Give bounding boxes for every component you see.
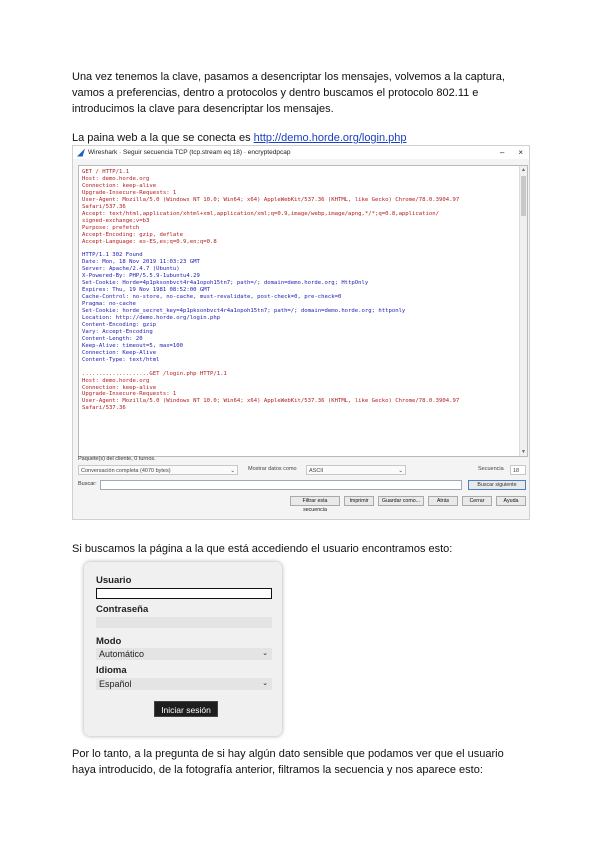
wireshark-follow-stream-window: [72, 145, 530, 520]
stream-line: Host: demo.horde.org: [82, 377, 150, 384]
scrollbar-thumb[interactable]: [521, 176, 526, 216]
find-input[interactable]: [100, 480, 462, 490]
stream-line: User-Agent: Mozilla/5.0 (Windows NT 10.0; Win64; x64) AppleWebKit/537.36 (KHTML, like Gecko) Chrome/78.0.3904.97: [82, 196, 460, 203]
stream-line: X-Powered-By: PHP/5.5.9-1ubuntu4.29: [82, 273, 200, 280]
stream-info-text: Paquete(s) del cliente, 0 turnos.: [78, 456, 156, 462]
password-input[interactable]: [96, 617, 272, 628]
window-titlebar: [73, 146, 529, 159]
find-label: Buscar:: [78, 481, 97, 487]
mode-label: Modo: [96, 636, 122, 647]
stream-line: Set-Cookie: horde_secret_key=4p1pksonbvct4r4a1opoh15tn7; path=/; domain=demo.horde.org; httponly: [82, 308, 406, 315]
stream-line: signed-exchange;v=b3: [82, 217, 150, 224]
format-select[interactable]: [306, 465, 406, 475]
vertical-scrollbar[interactable]: [519, 166, 527, 456]
stream-line: Expires: Thu, 19 Nov 1981 08:52:00 GMT: [82, 287, 210, 294]
stream-line: Content-Length: 20: [82, 335, 143, 342]
stream-line: Connection: Keep-Alive: [82, 349, 157, 356]
stream-line: HTTP/1.1 302 Found: [82, 252, 143, 259]
outro-paragraph: [72, 746, 532, 778]
stream-line: [82, 245, 524, 252]
language-select-value: Español: [99, 679, 132, 689]
mode-select-value: Automático: [99, 649, 145, 659]
stream-line: Safari/537.36: [82, 405, 126, 412]
stream-line: Vary: Accept-Encoding: [82, 328, 153, 335]
stream-line: Host: demo.horde.org: [82, 175, 150, 182]
stream-line: Purpose: prefetch: [82, 224, 140, 231]
stream-number-spinbox[interactable]: [510, 465, 526, 475]
stream-line: Connection: keep-alive: [82, 182, 157, 189]
stream-line: Content-Type: text/html: [82, 356, 160, 363]
stream-line: Location: http://demo.horde.org/login.php: [82, 315, 221, 321]
chevron-down-icon: ⌄: [230, 468, 235, 474]
scroll-up-icon[interactable]: ▲: [521, 167, 526, 173]
password-label: Contraseña: [96, 604, 149, 615]
dialog-button-3[interactable]: Atrás: [428, 496, 458, 506]
intro-line-2: vamos a preferencias, dentro a protocolos y dentro buscamos el protocolo 802.11 e: [72, 87, 479, 99]
login-submit-button[interactable]: Iniciar sesión: [154, 701, 218, 717]
intro-line-1: Una vez tenemos la clave, pasamos a desencriptar los mensajes, volvemos a la captura,: [72, 71, 505, 83]
stream-line: Connection: keep-alive: [82, 384, 157, 391]
dialog-buttons-row: [78, 494, 526, 513]
window-title: Wireshark · Seguir secuencia TCP (tcp.stream eq 18) · encryptedpcap: [88, 149, 291, 156]
chevron-down-icon: ⌄: [262, 650, 268, 657]
stream-options-row: [78, 465, 526, 477]
find-next-button[interactable]: Buscar siguiente: [468, 480, 526, 490]
language-select[interactable]: [96, 678, 272, 690]
stream-line: ....................GET /login.php HTTP/1.1: [82, 370, 227, 377]
stream-line: Accept: text/html,application/xhtml+xml,application/xml;q=0.9,image/webp,image/apng,*/*;q=0.8,application/: [82, 210, 439, 217]
user-label: Usuario: [96, 575, 132, 586]
find-row: [78, 480, 526, 492]
stream-line: Date: Mon, 18 Nov 2019 11:03:23 GMT: [82, 259, 200, 266]
page-line: [72, 130, 532, 146]
intro-paragraph: [72, 69, 532, 117]
wireshark-fin-icon: [77, 149, 85, 157]
page-line-text: La paina web a la que se conecta es: [72, 132, 254, 144]
dialog-button-1[interactable]: Imprimir: [344, 496, 374, 506]
stream-line: Upgrade-Insecure-Requests: 1: [82, 391, 177, 398]
conversation-select[interactable]: [78, 465, 238, 475]
stream-number-value: 18: [513, 468, 520, 474]
conversation-select-value: Conversación completa (4070 bytes): [81, 468, 171, 474]
format-label: Mostrar datos como: [248, 466, 297, 472]
minimize-button[interactable]: –: [499, 148, 505, 157]
horde-login-form: [84, 562, 282, 736]
stream-line: Upgrade-Insecure-Requests: 1: [82, 189, 177, 196]
language-label: Idioma: [96, 665, 127, 676]
stream-line: Keep-Alive: timeout=5, max=100: [82, 342, 184, 349]
stream-content-pane[interactable]: [78, 165, 528, 457]
stream-line: Safari/537.36: [82, 203, 126, 210]
stream-line: [82, 364, 524, 371]
stream-text: [79, 166, 527, 412]
stream-line: User-Agent: Mozilla/5.0 (Windows NT 10.0; Win64; x64) AppleWebKit/537.36 (KHTML, like Gecko) Chrome/78.0.3904.97: [82, 398, 460, 405]
dialog-button-0[interactable]: Filtrar esta secuencia: [290, 496, 340, 506]
close-icon[interactable]: ×: [518, 148, 523, 157]
stream-line: Set-Cookie: Horde=4p1pksonbvct4r4a1opoh15tn7; path=/; domain=demo.horde.org; HttpOnly: [82, 280, 369, 287]
stream-line: GET / HTTP/1.1: [82, 169, 130, 175]
stream-line: Accept-Language: es-ES,es;q=0.9,en;q=0.8: [82, 238, 217, 245]
stream-line: Cache-Control: no-store, no-cache, must-revalidate, post-check=0, pre-check=0: [82, 294, 342, 301]
stream-line: Pragma: no-cache: [82, 301, 136, 308]
outro-line-2: haya introducido, de la fotografía anterior, filtramos la secuencia y nos aparece esto:: [72, 764, 483, 776]
dialog-button-4[interactable]: Cerrar: [462, 496, 492, 506]
mode-select[interactable]: [96, 648, 272, 660]
stream-line: Server: Apache/2.4.7 (Ubuntu): [82, 266, 180, 273]
intro-line-3: introducimos la clave para desencriptar los mensajes.: [72, 103, 334, 115]
username-input[interactable]: [96, 588, 272, 599]
second-paragraph: Si buscamos la página a la que está accediendo el usuario encontramos esto:: [72, 543, 453, 555]
chevron-down-icon: ⌄: [262, 680, 268, 687]
stream-line: Content-Encoding: gzip: [82, 321, 157, 328]
outro-line-1: Por lo tanto, a la pregunta de si hay algún dato sensible que podamos ver que el usuario: [72, 748, 504, 760]
chevron-down-icon: ⌄: [398, 468, 403, 474]
dialog-button-2[interactable]: Guardar como...: [378, 496, 424, 506]
login-url-link[interactable]: http://demo.horde.org/login.php: [253, 132, 407, 144]
dialog-button-5[interactable]: Ayuda: [496, 496, 526, 506]
stream-line: Accept-Encoding: gzip, deflate: [82, 231, 184, 238]
stream-number-label: Secuencia: [478, 466, 504, 472]
scroll-down-icon[interactable]: ▼: [521, 449, 526, 455]
format-select-value: ASCII: [309, 468, 324, 474]
